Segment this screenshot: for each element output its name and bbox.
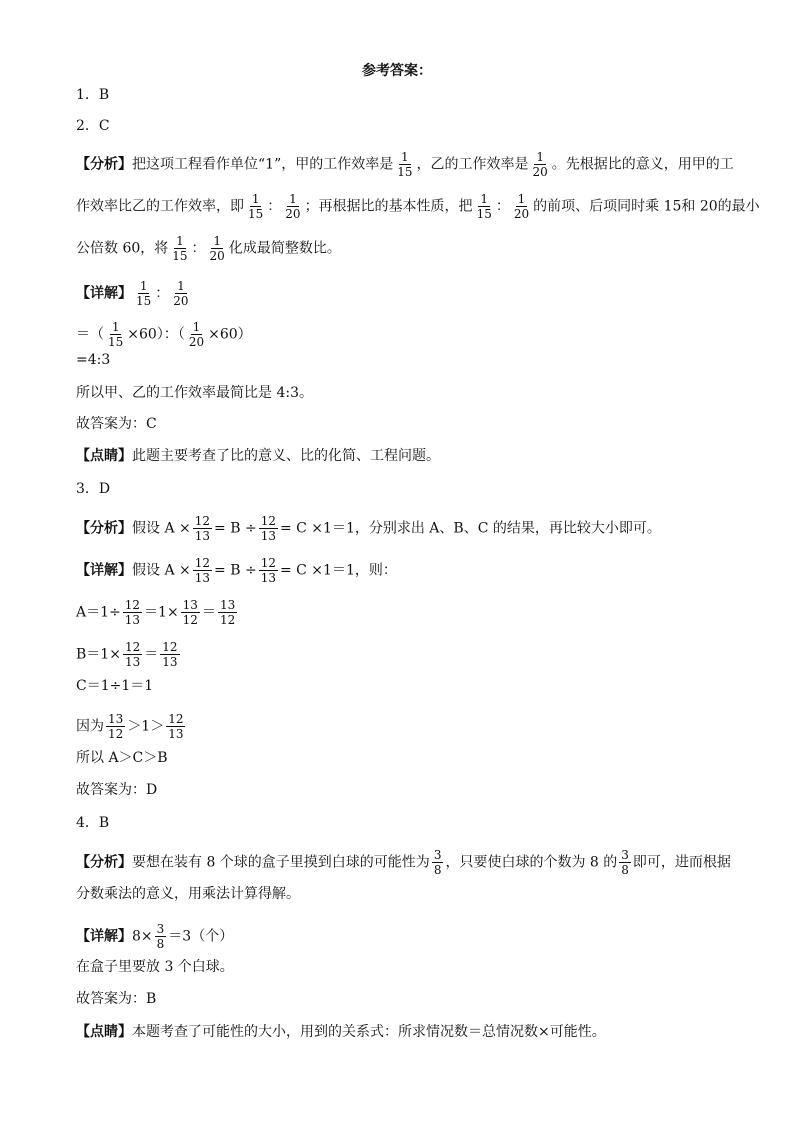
fraction: $\frac{12}{13}$ [260,514,276,543]
q4-answer: 故答案为：B [76,991,157,1007]
text: ；再根据比的基本性质，把 [304,198,473,215]
answer-3: 3．D [76,481,111,497]
answer-2: 2．C [76,118,110,134]
q2-detail-line-2: ＝（ $\frac{1}{15}$ ×60）：（ $\frac{1}{20}$ ×60） [76,320,252,349]
text: 作效率比乙的工作效率，即 [76,198,244,215]
answer-4: 4．B [76,815,110,831]
comment-tag: 【点睛】 [76,448,132,464]
q2-answer: 故答案为：C [76,416,157,432]
comment-tag: 【点睛】 [76,1024,132,1040]
q4-comment: 【点睛】本题考查了可能性的大小，用到的关系式：所求情况数＝总情况数×可能性。 [76,1024,606,1040]
q3-detail-a: A＝1÷ $\frac{12}{13}$ ＝1× $\frac{13}{12}$ ＝ $\frac{13}{12}$ [76,598,236,627]
fraction: $\frac{1}{20}$ [513,192,530,221]
fraction: $\frac{1}{15}$ [172,234,188,263]
q2-comment: 【点睛】此题主要考查了比的意义、比的化简、工程问题。 [76,448,440,464]
fraction: $\frac{1}{20}$ [209,234,225,263]
fraction: $\frac{13}{12}$ [182,598,198,627]
analysis-tag: 【分析】 [76,520,132,537]
text: 化成最简整数比。 [228,240,341,257]
fraction: $\frac{12}{13}$ [124,640,141,669]
text: 把这项工程看作单位“1”，甲的工作效率是 [132,156,394,173]
text: ，乙的工作效率是 [416,156,529,173]
fraction: $\frac{1}{20}$ [532,150,548,179]
fraction: $\frac{3}{8}$ [156,922,165,951]
fraction: $\frac{13}{12}$ [219,598,236,627]
q2-analysis-line-3: 公倍数 60，将 $\frac{1}{15}$ ： $\frac{1}{20}$ 化成最简整数比。 [76,234,341,263]
q2-analysis-line-1 [76,150,734,179]
fraction: $\frac{1}{20}$ [173,279,189,308]
page-title: 参考答案： [362,63,432,79]
text: 的前项、后项同时乘 15和 20的最小 [533,198,760,215]
q3-detail-c: C＝1÷1＝1 [76,678,154,694]
q2-detail-line-3: =4:3 [76,352,111,368]
fraction: $\frac{3}{8}$ [621,848,629,877]
q2-detail-line-1: 【详解】 $\frac{1}{15}$ ： $\frac{1}{20}$ [76,279,189,308]
q4-detail: 【详解】8× $\frac{3}{8}$ ＝3（个） [76,922,234,951]
q2-summary: 所以甲、乙的工作效率最简比是 4:3。 [76,385,313,401]
fraction: $\frac{12}{13}$ [124,598,141,627]
fraction: $\frac{1}{15}$ [476,192,492,221]
fraction: $\frac{12}{13}$ [194,514,211,543]
fraction: $\frac{1}{20}$ [188,320,205,349]
fraction: $\frac{3}{8}$ [433,848,442,877]
analysis-tag: 【分析】 [76,854,132,871]
q3-detail-b: B＝1× $\frac{12}{13}$ ＝ $\frac{12}{13}$ [76,640,178,669]
fraction: $\frac{1}{15}$ [136,279,152,308]
fraction: $\frac{12}{13}$ [260,556,276,585]
detail-tag: 【详解】 [76,285,132,302]
q3-compare: 因为 $\frac{13}{12}$ ＞1＞ $\frac{12}{13}$ [76,712,184,741]
q3-analysis: 【分析】假设 A × $\frac{12}{13}$ = B ÷ $\frac{12}{13}$ = C ×1＝1，分别求出 A、B、C 的结果，再比较大小即可。 [76,514,661,543]
q4-analysis-line-2: 分数乘法的意义，用乘法计算得解。 [76,886,300,902]
fraction: $\frac{1}{20}$ [285,192,301,221]
text: 公倍数 60，将 [76,240,169,257]
q3-detail-line-1: 【详解】假设 A × $\frac{12}{13}$ = B ÷ $\frac{12}{13}$ = C ×1＝1，则： [76,556,397,585]
q3-answer: 故答案为：D [76,782,158,798]
fraction: $\frac{12}{13}$ [162,640,178,669]
fraction: $\frac{1}{15}$ [108,320,124,349]
fraction: $\frac{12}{13}$ [194,556,211,585]
q4-analysis-line-1: 【分析】要想在装有 8 个球的盒子里摸到白球的可能性为 $\frac{3}{8}$ ，只要使白球的个数为 8 的 $\frac{3}{8}$ 即可，进而根据 [76,848,731,877]
q2-analysis-line-2: 作效率比乙的工作效率，即 $\frac{1}{15}$ ： $\frac{1}{20}$ ；再根据比的基本性质，把 $\frac{1}{15}$ ： $\frac{1}{20}$ 的前项、后项同时乘 15和 20的最小 [76,192,760,221]
q4-detail-line-2: 在盒子里要放 3 个白球。 [76,959,234,975]
analysis-tag: 【分析】 [76,156,132,173]
fraction: $\frac{1}{15}$ [397,150,413,179]
detail-tag: 【详解】 [76,928,132,945]
fraction: $\frac{1}{15}$ [248,192,264,221]
fraction: $\frac{13}{12}$ [108,712,124,741]
text: 。先根据比的意义，用甲的工 [551,156,734,173]
answer-1: 1．B [76,87,110,103]
fraction: $\frac{12}{13}$ [168,712,184,741]
q3-order: 所以 A＞C＞B [76,750,168,766]
detail-tag: 【详解】 [76,562,132,579]
